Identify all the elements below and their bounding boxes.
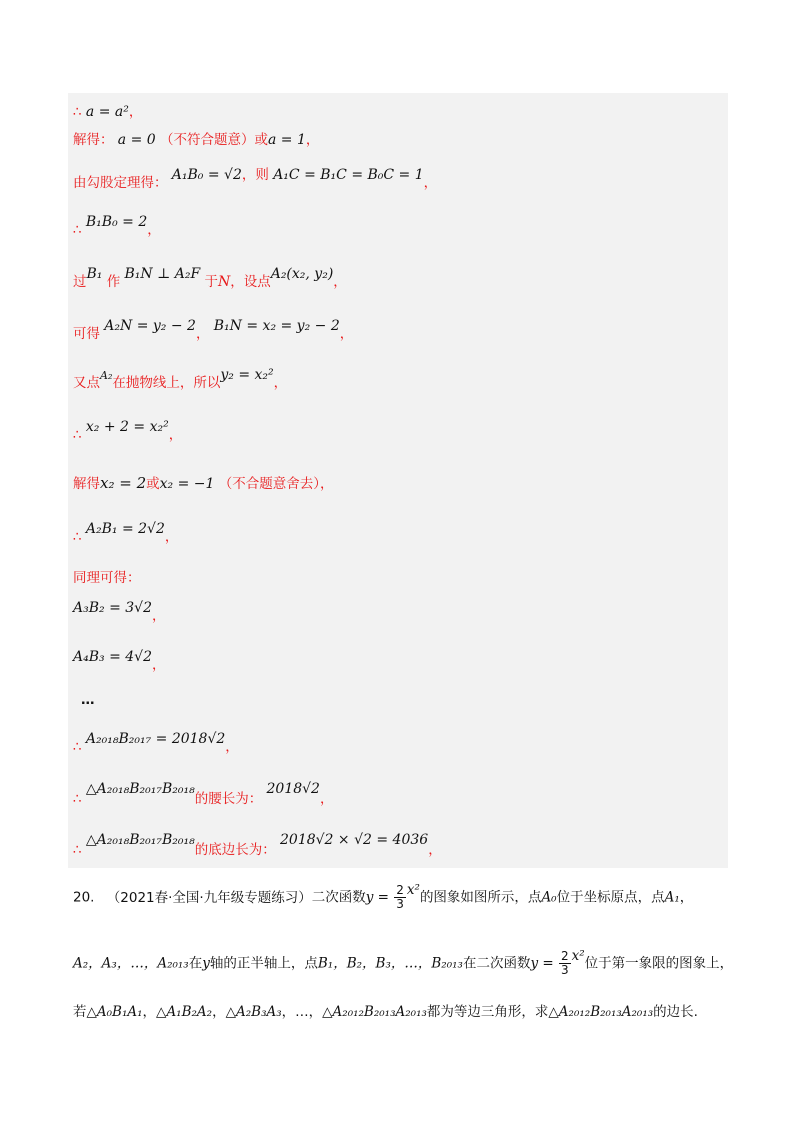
question-source: （2021春·全国·九年级专题练习）: [106, 889, 312, 906]
fraction: $\frac{2}{3}$: [560, 949, 569, 977]
solution-line-3: 由勾股定理得： A₁B₀ = √2，则 A₁C = B₁C = B₀C = 1，: [73, 167, 438, 191]
solution-line-16: ∴ △A₂₀₁₈B₂₀₁₇B₂₀₁₈的腰长为： 2018√2，: [73, 781, 334, 807]
solution-line-15: ∴ A₂₀₁₈B₂₀₁₇ = 2018√2，: [73, 731, 239, 755]
solution-line-6: 可得 A₂N = y₂ − 2， B₁N = x₂ = y₂ − 2，: [73, 318, 354, 342]
solution-line-2: 解得： a = 0 （不符合题意）或a = 1，: [73, 132, 320, 148]
solution-line-9: 解得x₂ = 2或x₂ = −1 （不合题意舍去），: [73, 474, 334, 492]
solution-line-7: 又点A₂在抛物线上，所以y₂ = x₂²，: [73, 367, 288, 391]
solution-line-14: …: [81, 692, 95, 708]
solution-line-8: ∴ x₂ + 2 = x₂²，: [73, 419, 183, 443]
solution-line-17: ∴ △A₂₀₁₈B₂₀₁₇B₂₀₁₈的底边长为： 2018√2 × √2 = 4036，: [73, 832, 442, 858]
question-number: 20.: [73, 889, 95, 906]
solution-line-10: ∴ A₂B₁ = 2√2，: [73, 521, 179, 545]
therefore-symbol: ∴: [73, 104, 82, 120]
solution-line-13: A₄B₃ = 4√2，: [73, 649, 166, 673]
solution-line-1: ∴ a = a²，: [73, 104, 143, 120]
solution-line-12: A₃B₂ = 3√2，: [73, 600, 166, 624]
equation: a = a²: [85, 104, 129, 120]
solution-line-11: 同理可得：: [73, 570, 141, 586]
question-line-1: 20. （2021春·全国·九年级专题练习）二次函数y = $\frac{2}{3}$ x²的图象如图所示，点A₀位于坐标原点，点A₁，: [73, 881, 694, 911]
solution-line-4: ∴ B₁B₀ = 2，: [73, 214, 161, 238]
solution-line-5: 过B₁ 作 B₁N ⊥ A₂F 于N，设点A₂(x₂, y₂)，: [73, 266, 347, 290]
question-line-2: A₂，A₃，…，A₂₀₁₃在y轴的正半轴上，点B₁，B₂，B₃，…，B₂₀₁₃在二次函数y = $\frac{2}{3}$ x²位于第一象限的图象上，: [73, 947, 734, 977]
question-line-3: 若△A₀B₁A₁，△A₁B₂A₂，△A₂B₃A₃，…，△A₂₀₁₂B₂₀₁₃A₂₀₁₃都为等边三角形，求△A₂₀₁₂B₂₀₁₃A₂₀₁₃的边长.: [73, 1004, 698, 1020]
fraction: $\frac{2}{3}$: [396, 883, 404, 911]
